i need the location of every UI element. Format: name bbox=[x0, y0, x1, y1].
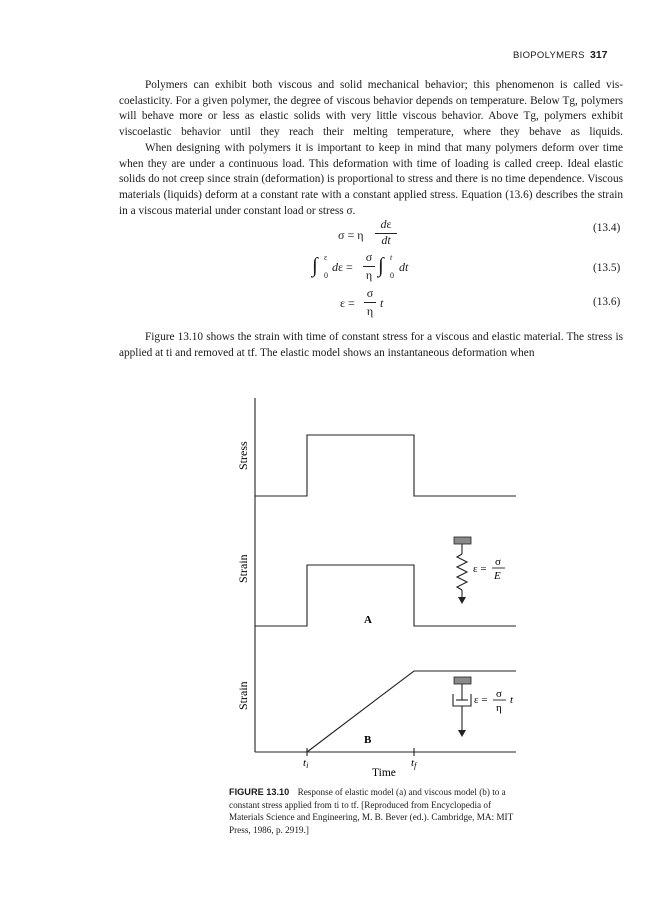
dashpot-mount-block bbox=[454, 677, 471, 684]
ti-label: ti bbox=[303, 757, 309, 770]
equation-13-4: σ = η dε dt bbox=[338, 220, 458, 250]
equation-number: (13.4) bbox=[593, 222, 621, 234]
page-number: 317 bbox=[590, 49, 608, 61]
spring-icon bbox=[457, 544, 467, 597]
spring-load-arrow bbox=[458, 597, 466, 604]
elastic-eq-lhs: ε = bbox=[473, 563, 487, 575]
strain-a-axis-label: Strain bbox=[236, 554, 250, 583]
time-axis-label: Time bbox=[372, 767, 396, 779]
viscous-eq-den: η bbox=[496, 702, 502, 714]
dashpot-icon bbox=[453, 684, 471, 730]
dashpot-load-arrow bbox=[458, 730, 466, 737]
caption-label: FIGURE 13.10 bbox=[229, 787, 290, 797]
strain-b-axis-label: Strain bbox=[236, 681, 250, 710]
paragraph-figure-ref: Figure 13.10 shows the strain with time of constant stress for a viscous and elastic material. The stress is applied at ti and removed at tf. The elastic model shows an instantaneous deformation when bbox=[119, 331, 623, 359]
spring-mount-block bbox=[454, 537, 471, 544]
viscous-strain-curve bbox=[307, 671, 516, 752]
elastic-eq-num: σ bbox=[495, 556, 501, 568]
equation-13-5: ∫ ε 0 dε = σ η ∫ t 0 dt bbox=[312, 250, 409, 282]
running-title: BIOPOLYMERS bbox=[513, 50, 585, 61]
elastic-eq-den: E bbox=[494, 570, 501, 582]
model-label-b: B bbox=[364, 734, 372, 746]
stress-axis-label: Stress bbox=[236, 441, 250, 470]
stress-curve bbox=[255, 435, 516, 496]
viscous-eq-lhs: ε = bbox=[474, 694, 488, 706]
equation-number: (13.5) bbox=[593, 262, 621, 274]
model-label-a: A bbox=[364, 614, 372, 626]
equation-number: (13.6) bbox=[593, 296, 621, 308]
paragraph-creep: When designing with polymers it is important to keep in mind that many polymers deform over time when they are under a continuous load. This deformation with time of loading is called creep. Ideal elastic solids do not creep since strain (deformation) is proportional to stress and there is no time dependence. Viscous materials (liquids) deform at a constant rate with a constant applied stress. Equation (13.6) describes the strain in a viscous material under constant load or stress σ. bbox=[119, 141, 623, 217]
tf-label: tf bbox=[411, 757, 417, 770]
viscous-eq-tail: t bbox=[510, 694, 514, 706]
equation-13-6: ε = σ η t bbox=[340, 286, 384, 318]
caption-text: Response of elastic model (a) and viscous model (b) to a constant stress applied from ti to tf. [Reproduced from Encyclopedia of Materials Science and Engineering, M. B. Bever (ed.). Cambridge, MA: MIT Press, 1986, p. 2919.] bbox=[229, 787, 514, 835]
figure-caption bbox=[229, 786, 523, 836]
viscous-eq-num: σ bbox=[496, 688, 502, 700]
paragraph-viscoelasticity: Polymers can exhibit both viscous and solid mechanical behavior; this phenomenon is called vis-coelasticity. For a given polymer, the degree of viscous behavior depends on temperature. Below Tg, polymers will behave more or less as elastic solids with very little viscous behavior. Above Tg, polymers exhibit viscoelastic behavior until they reach their melting temperature, where they behave as liquids. bbox=[119, 79, 623, 139]
